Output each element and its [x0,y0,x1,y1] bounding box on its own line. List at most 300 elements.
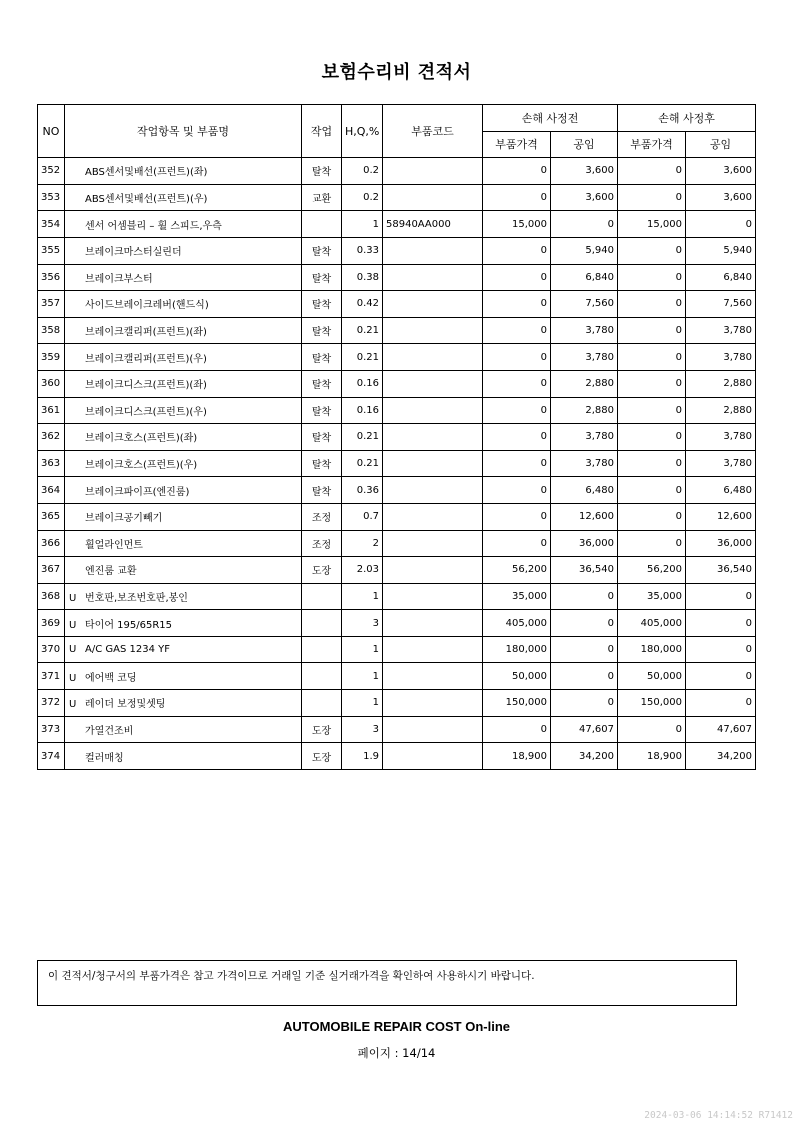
row-no-value: 368 [41,590,61,602]
row-before-part-price: 0 [483,370,551,397]
row-no-value: 364 [41,484,61,496]
row-no [38,530,65,557]
row-part-code [383,344,483,371]
row-item-name [65,291,302,318]
table-row [38,663,756,690]
row-work [302,663,342,690]
header-part-code: 부품코드 [383,105,483,158]
row-no [38,291,65,318]
table-row [38,477,756,504]
row-item-name [65,690,302,717]
row-item-name [65,211,302,238]
row-after-part-price: 0 [618,503,686,530]
row-flag: U [69,619,77,631]
row-before-labor: 0 [551,663,618,690]
row-after-part-price: 0 [618,237,686,264]
row-after-part-price: 50,000 [618,663,686,690]
row-work: 탈착 [302,291,342,318]
row-hq: 1 [342,690,383,717]
row-after-part-price: 15,000 [618,211,686,238]
row-work: 탈착 [302,477,342,504]
row-no-value: 359 [41,351,61,363]
row-item-name [65,610,302,637]
row-before-labor: 6,840 [551,264,618,291]
row-no-value: 362 [41,431,61,443]
row-part-code [383,264,483,291]
row-after-part-price: 0 [618,291,686,318]
row-part-code [383,370,483,397]
table-row [38,184,756,211]
row-after-part-price: 56,200 [618,557,686,584]
row-before-part-price: 0 [483,237,551,264]
row-no [38,557,65,584]
row-work: 도장 [302,743,342,770]
row-part-code [383,610,483,637]
row-before-labor: 34,200 [551,743,618,770]
row-part-code [383,716,483,743]
document-title: 보험수리비 견적서 [321,62,472,83]
row-work: 탈착 [302,450,342,477]
row-after-labor: 36,540 [686,557,756,584]
row-item-name-text: 브레이크캘리퍼(프런트)(우) [85,353,207,365]
row-before-part-price: 180,000 [483,636,551,663]
row-after-labor: 0 [686,636,756,663]
row-hq: 1 [342,583,383,610]
row-no-value: 370 [41,644,61,656]
row-item-name-text: ABS센서및배선(프런트)(좌) [85,167,208,179]
row-no [38,636,65,663]
row-hq: 0.21 [342,450,383,477]
row-before-labor: 12,600 [551,503,618,530]
row-before-labor: 0 [551,690,618,717]
row-part-code [383,583,483,610]
row-work: 탈착 [302,344,342,371]
row-hq: 0.21 [342,317,383,344]
row-before-labor: 0 [551,610,618,637]
row-after-labor: 5,940 [686,237,756,264]
row-item-name [65,264,302,291]
row-item-name-text: 에어백 코딩 [85,672,137,684]
row-item-name [65,450,302,477]
row-no [38,211,65,238]
row-no-value: 361 [41,404,61,416]
row-no-value: 366 [41,537,61,549]
row-item-name [65,716,302,743]
table-row [38,264,756,291]
row-hq: 0.2 [342,158,383,185]
row-hq: 0.21 [342,424,383,451]
row-after-labor: 0 [686,663,756,690]
row-no [38,158,65,185]
row-no [38,184,65,211]
row-item-name [65,370,302,397]
table-row [38,370,756,397]
row-item-name-text: 센서 어셈블리 – 휠 스피드,우측 [85,220,222,232]
row-after-part-price: 150,000 [618,690,686,717]
row-hq: 0.2 [342,184,383,211]
row-part-code [383,477,483,504]
table-body [38,158,756,770]
header-before-part-price: 부품가격 [483,131,551,158]
row-work [302,211,342,238]
table-row [38,557,756,584]
row-hq: 0.16 [342,397,383,424]
row-no [38,370,65,397]
row-no-value: 353 [41,192,61,204]
row-after-part-price: 405,000 [618,610,686,637]
row-after-labor: 3,600 [686,184,756,211]
table-row [38,291,756,318]
row-part-code [383,690,483,717]
row-before-labor: 6,480 [551,477,618,504]
row-before-labor: 47,607 [551,716,618,743]
row-after-labor: 36,000 [686,530,756,557]
table-row [38,503,756,530]
header-no: NO [38,105,65,158]
row-hq: 2.03 [342,557,383,584]
row-before-part-price: 0 [483,477,551,504]
row-no-value: 374 [41,750,61,762]
row-hq: 1 [342,636,383,663]
row-work: 탈착 [302,397,342,424]
row-after-labor: 3,780 [686,424,756,451]
row-before-part-price: 0 [483,503,551,530]
table-row [38,530,756,557]
table-row [38,610,756,637]
row-work: 탈착 [302,237,342,264]
row-after-labor: 3,780 [686,317,756,344]
row-before-labor: 3,780 [551,450,618,477]
row-item-name [65,237,302,264]
row-work: 조정 [302,530,342,557]
row-before-part-price: 35,000 [483,583,551,610]
table-row [38,317,756,344]
row-hq: 1.9 [342,743,383,770]
row-part-code [383,503,483,530]
row-part-code [383,663,483,690]
row-item-name-text: 브레이크캘리퍼(프런트)(좌) [85,327,207,339]
row-after-labor: 0 [686,610,756,637]
row-part-code [383,291,483,318]
row-work: 탈착 [302,264,342,291]
table-row [38,424,756,451]
table-row [38,690,756,717]
row-work: 조정 [302,503,342,530]
row-after-part-price: 0 [618,450,686,477]
row-item-name-text: A/C GAS 1234 YF [85,644,170,656]
row-part-code [383,184,483,211]
row-before-part-price: 150,000 [483,690,551,717]
row-after-labor: 6,840 [686,264,756,291]
header-after-labor: 공임 [686,131,756,158]
row-no-value: 363 [41,458,61,470]
row-before-labor: 3,600 [551,158,618,185]
row-hq: 0.36 [342,477,383,504]
row-no [38,424,65,451]
row-item-name [65,424,302,451]
row-item-name [65,663,302,690]
row-part-code [383,636,483,663]
row-no [38,583,65,610]
table-row [38,211,756,238]
row-item-name-text: 브레이크파이프(엔진룸) [85,486,190,498]
row-flag: U [69,672,77,684]
table-row [38,583,756,610]
row-part-code: 58940AA000 [383,211,483,238]
row-after-labor: 0 [686,583,756,610]
row-before-part-price: 0 [483,424,551,451]
print-timestamp: 2024-03-06 14:14:52 R71412 [644,1110,793,1121]
row-before-part-price: 0 [483,530,551,557]
row-item-name-text: 브레이크마스터실린더 [85,247,182,259]
estimate-table [37,104,756,770]
row-no-value: 373 [41,723,61,735]
header-work: 작업 [302,105,342,158]
row-after-part-price: 0 [618,264,686,291]
row-before-labor: 3,780 [551,317,618,344]
row-no [38,344,65,371]
row-before-part-price: 405,000 [483,610,551,637]
row-flag: U [69,699,77,711]
row-work [302,610,342,637]
row-after-part-price: 180,000 [618,636,686,663]
table-row [38,716,756,743]
row-hq: 3 [342,716,383,743]
row-hq: 0.38 [342,264,383,291]
header-before-labor: 공임 [551,131,618,158]
row-no-value: 354 [41,218,61,230]
row-after-labor: 2,880 [686,397,756,424]
row-part-code [383,557,483,584]
row-item-name-text: 사이드브레이크레버(핸드식) [85,300,209,312]
row-no [38,264,65,291]
row-item-name-text: 브레이크디스크(프런트)(우) [85,406,207,418]
row-after-labor: 7,560 [686,291,756,318]
row-part-code [383,158,483,185]
row-before-labor: 36,000 [551,530,618,557]
row-after-labor: 0 [686,211,756,238]
row-hq: 0.16 [342,370,383,397]
row-item-name-text: ABS센서및배선(프런트)(우) [85,194,208,206]
row-part-code [383,530,483,557]
table-row [38,636,756,663]
price-notice: 이 견적서/청구서의 부품가격은 참고 가격이므로 거래일 기준 실거래가격을 확인하여 사용하시기 바랍니다. [37,960,737,1006]
row-no [38,317,65,344]
header-before-adjustment: 손해 사정전 [483,105,618,132]
row-no-value: 360 [41,378,61,390]
row-after-labor: 3,780 [686,344,756,371]
row-item-name-text: 브레이크부스터 [85,273,153,285]
row-after-labor: 0 [686,690,756,717]
row-flag: U [69,592,77,604]
row-item-name-text: 번호판,보조번호판,봉인 [85,592,188,604]
row-no [38,663,65,690]
row-no [38,716,65,743]
table-row [38,397,756,424]
row-before-part-price: 0 [483,450,551,477]
row-after-labor: 3,600 [686,158,756,185]
row-item-name-text: 휠얼라인먼트 [85,539,143,551]
row-hq: 0.21 [342,344,383,371]
row-before-part-price: 0 [483,344,551,371]
row-item-name [65,583,302,610]
row-after-labor: 6,480 [686,477,756,504]
row-work: 탈착 [302,158,342,185]
row-after-part-price: 18,900 [618,743,686,770]
row-item-name [65,557,302,584]
row-item-name [65,317,302,344]
row-before-part-price: 0 [483,716,551,743]
row-no [38,743,65,770]
row-item-name [65,636,302,663]
row-hq: 0.42 [342,291,383,318]
row-part-code [383,397,483,424]
row-before-labor: 3,780 [551,424,618,451]
row-work: 탈착 [302,424,342,451]
row-before-labor: 2,880 [551,397,618,424]
row-item-name-text: 브레이크디스크(프런트)(좌) [85,380,207,392]
row-before-labor: 0 [551,583,618,610]
row-no-value: 367 [41,564,61,576]
row-before-part-price: 0 [483,158,551,185]
row-item-name-text: 브레이크호스(프런트)(우) [85,460,198,472]
row-before-part-price: 0 [483,184,551,211]
row-item-name-text: 레이더 보정및셋팅 [85,699,166,711]
row-after-part-price: 0 [618,344,686,371]
row-item-name-text: 가열건조비 [85,725,134,737]
row-item-name [65,344,302,371]
row-before-part-price: 50,000 [483,663,551,690]
row-item-name [65,477,302,504]
row-after-part-price: 0 [618,424,686,451]
row-item-name [65,503,302,530]
row-after-part-price: 0 [618,397,686,424]
row-no [38,237,65,264]
row-part-code [383,317,483,344]
row-before-labor: 7,560 [551,291,618,318]
table-row [38,743,756,770]
row-item-name [65,158,302,185]
row-before-labor: 0 [551,211,618,238]
row-before-labor: 2,880 [551,370,618,397]
row-item-name-text: 타이어 195/65R15 [85,619,173,631]
header-item: 작업항목 및 부품명 [65,105,302,158]
row-hq: 1 [342,211,383,238]
row-hq: 2 [342,530,383,557]
page-number: 페이지 : 14/14 [357,1046,436,1060]
row-after-part-price: 0 [618,530,686,557]
row-after-labor: 3,780 [686,450,756,477]
row-work: 교환 [302,184,342,211]
row-after-part-price: 0 [618,158,686,185]
row-work: 도장 [302,716,342,743]
header-after-adjustment: 손해 사정후 [618,105,756,132]
row-no-value: 357 [41,298,61,310]
row-after-labor: 34,200 [686,743,756,770]
row-no-value: 365 [41,511,61,523]
row-part-code [383,743,483,770]
header-hq: H,Q,% [342,105,383,158]
row-part-code [383,237,483,264]
row-before-part-price: 0 [483,397,551,424]
row-no-value: 358 [41,325,61,337]
row-work: 탈착 [302,317,342,344]
row-before-labor: 0 [551,636,618,663]
row-work: 탈착 [302,370,342,397]
row-before-part-price: 56,200 [483,557,551,584]
row-item-name [65,743,302,770]
header-row [38,105,756,132]
row-work: 도장 [302,557,342,584]
row-no [38,397,65,424]
row-no [38,450,65,477]
row-hq: 3 [342,610,383,637]
row-item-name [65,530,302,557]
row-no-value: 371 [41,670,61,682]
row-before-labor: 5,940 [551,237,618,264]
row-work [302,690,342,717]
row-no-value: 356 [41,271,61,283]
row-after-labor: 47,607 [686,716,756,743]
row-after-labor: 2,880 [686,370,756,397]
row-work [302,583,342,610]
row-hq: 1 [342,663,383,690]
row-after-part-price: 0 [618,184,686,211]
row-item-name [65,397,302,424]
row-after-labor: 12,600 [686,503,756,530]
row-after-part-price: 0 [618,370,686,397]
row-no-value: 355 [41,245,61,257]
header-after-part-price: 부품가격 [618,131,686,158]
table-row [38,344,756,371]
row-before-labor: 3,780 [551,344,618,371]
row-before-part-price: 0 [483,291,551,318]
row-no [38,477,65,504]
row-after-part-price: 0 [618,317,686,344]
footer-title: AUTOMOBILE REPAIR COST On-line [282,1019,511,1034]
row-hq: 0.7 [342,503,383,530]
row-no [38,610,65,637]
row-part-code [383,450,483,477]
row-no-value: 369 [41,617,61,629]
row-after-part-price: 0 [618,716,686,743]
row-item-name-text: 엔진룸 교환 [85,566,137,578]
table-row [38,450,756,477]
row-no-value: 352 [41,165,61,177]
row-item-name-text: 컬러매칭 [85,752,124,764]
row-before-labor: 3,600 [551,184,618,211]
row-hq: 0.33 [342,237,383,264]
row-before-labor: 36,540 [551,557,618,584]
row-before-part-price: 18,900 [483,743,551,770]
row-work [302,636,342,663]
row-part-code [383,424,483,451]
row-item-name-text: 브레이크공기빼기 [85,513,163,525]
row-before-part-price: 15,000 [483,211,551,238]
row-no-value: 372 [41,697,61,709]
row-after-part-price: 35,000 [618,583,686,610]
row-before-part-price: 0 [483,264,551,291]
row-before-part-price: 0 [483,317,551,344]
row-item-name-text: 브레이크호스(프런트)(좌) [85,433,198,445]
row-item-name [65,184,302,211]
row-after-part-price: 0 [618,477,686,504]
row-flag: U [69,644,77,656]
table-row [38,158,756,185]
row-no [38,503,65,530]
table-row [38,237,756,264]
row-no [38,690,65,717]
